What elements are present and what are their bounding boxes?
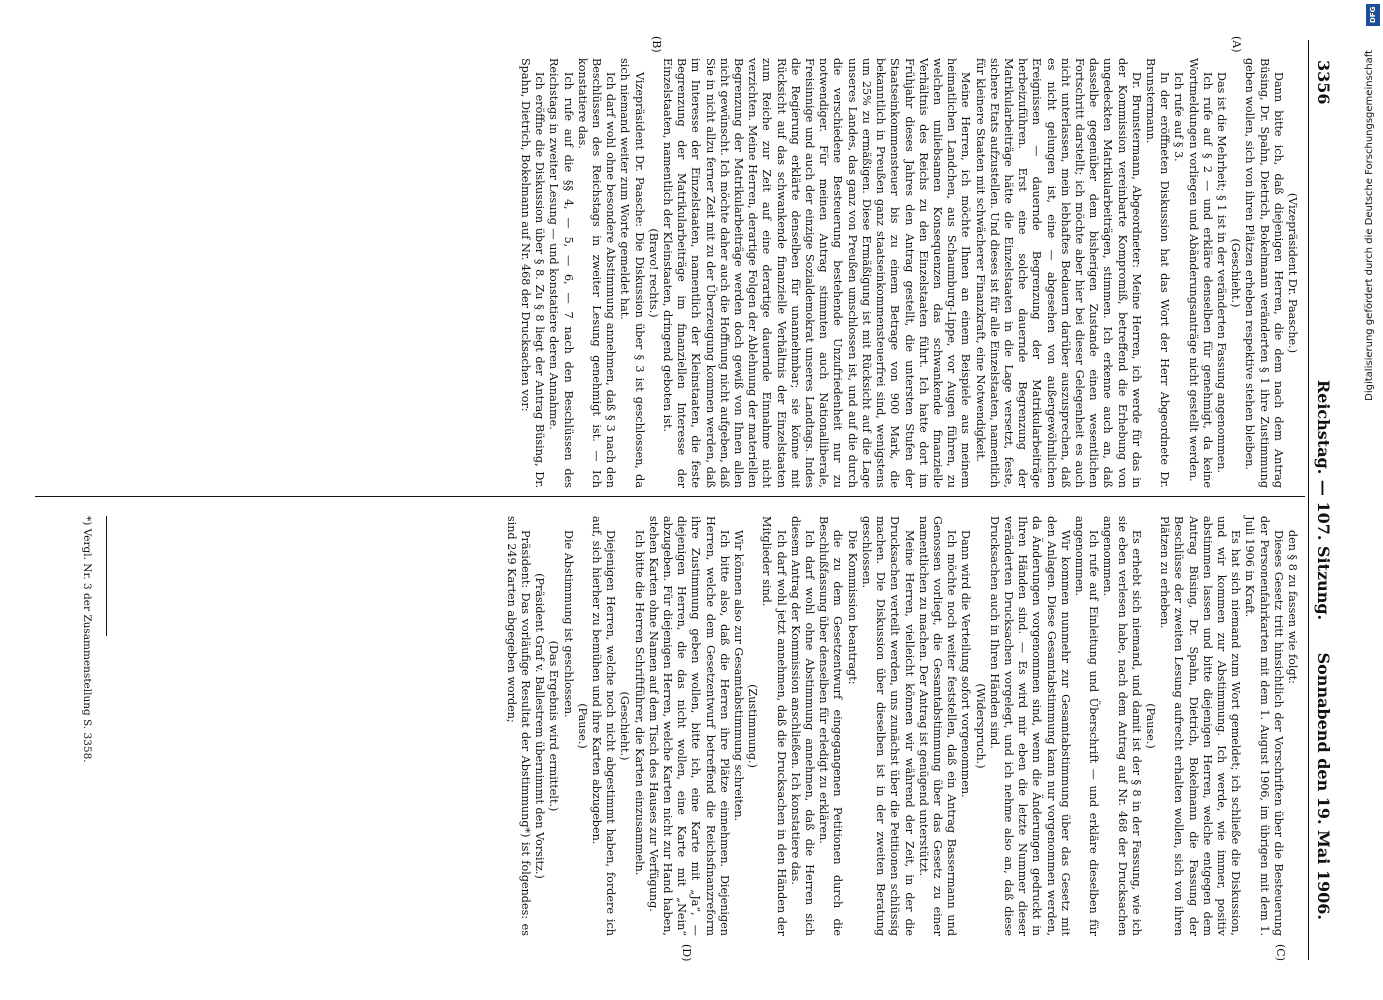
banner-text: Digitalisierung gefördert durch die Deutsche Forschungsgemeinschaft	[1364, 50, 1375, 401]
paragraph: Es erhebt sich niemand, und damit ist der § 8 in der Fassung, wie ich sie eben verlesen habe, nach dem Antrag auf Nr. 468 der Drucksachen angenommen.	[1101, 516, 1143, 936]
paragraph: Die Abstimmung ist geschlossen.	[561, 530, 575, 718]
footnote: *) Vergl. Nr. 3 der Zusammenstellung S. 3358.	[81, 516, 93, 763]
margin-mark-b: (B)	[650, 36, 663, 53]
paragraph: (Geschieht.)	[1229, 238, 1243, 308]
paragraph: (Bravo! rechts.)	[646, 228, 660, 318]
paragraph: Es hat sich niemand zum Wort gemeldet; ich schließe die Diskussion, und wir kommen zur Abstimmung. Ich werde, wie immer, positiv abstimmen lassen und bitte diejenigen Herren, welche entgegen dem Antrag Büsing, Dr. Spahn, Dietrich, Bokelmann die Fassung der Beschlüsse der zweiten Lesung aufrecht erhalten wollen, sich von ihren Plätzen zu erheben.	[1158, 516, 1243, 936]
paragraph: Ich darf wohl ohne besondere Abstimmung annehmen, daß § 3 nach den Beschlüssen des Reichstags in zweiter Lesung genehmigt ist. — Ich konstatiere das.	[575, 58, 618, 488]
paragraph: Dieses Gesetz tritt hinsichtlich der Vorschriften über die Besteuerung der Personenfahrkarten mit dem 1. August 1906, im übrigen mit dem 1. Juli 1906 in Kraft.	[1243, 516, 1285, 936]
header-rule	[1308, 40, 1309, 960]
paragraph: Wir können also zur Gesamtabstimmung schreiten.	[732, 530, 746, 822]
paragraph: Ich bitte also, daß die Herren ihre Plätze einnehmen. Diejenigen Herren, welche dem Gesetzentwurf betreffend die Reichsfinanzreform ihre Zustimmung geben wollen, bitte ich, eine Karte mit „Ja“, — diejenigen Herren, die das nicht wollen, eine Karte mit „Nein“ abzugeben. Für diejenigen Herren, welche Karten nicht zur Hand haben, stehen Karten ohne Namen auf dem Tisch des Hauses zur Verfügung.	[646, 516, 731, 936]
paragraph: Meine Herren, ich möchte Ihnen an einem Beispiele aus meinem heimatlichen Landchen, aus Schaumburg-Lippe, vor Augen führen, zu welchen unliebsamen Konsequenzen das schwankende finanzielle Verhältnis des Reichs zu den Einzelstaaten führt. Ich hatte dort im Frühjahr dieses Jahres den Antrag gestellt, die untersten Stufen der Staatseinkommensteuer bis zu einem Betrage von 900 Mark, die bekanntlich in Preußen ganz staatseinkommensteuerfrei sind, wenigstens um 25% zu ermäßigen. Diese Ermäßigung ist mit Rücksicht auf die Lage unseres Landes, das ganz von Preußen umschlossen ist, und auf die durch die verschiedene Besteuerung bestehende Unzufriedenheit nur zu notwendiger. Für meinen Antrag stimmten auch Nationalliberale, Freisinnige und auch der einzige Sozialdemokrat unseres Landtags. Indes die Regierung erklärte denselben für unannehmbar; sie könne mit Rücksicht auf das schwankende finanzielle Verhältnis der Einzelstaaten zum Reiche zur Zeit auf eine derartige dauernde Einnahme nicht verzichten. Meine Herren, derartige Folgen der Ablehnung der materiellen Begrenzung der Matrikularbeiträge werden doch gewiß von Ihnen allen nicht gewünscht. Ich möchte daher auch die Hoffnung nicht aufgeben, daß Sie in nicht allzu ferner Zeit mit zu der Überzeugung kommen werden, daß im Interesse der Einzelstaaten, namentlich der Kleinstaaten, die feste Begrenzung der Matrikularbeiträge im finanziellen Interesse der Einzelstaaten, namentlich der Kleinstaaten, dringend geboten ist.	[661, 58, 973, 488]
paragraph: Ich darf wohl ohne Abstimmung annehmen, daß die Herren sich diesem Antrag der Kommission anschließen. Ich konstatiere das.	[788, 516, 817, 936]
paragraph: Dr. Brunstermann, Abgeordneter: Meine Herren, ich werde für das in der Kommission vereinbarte Kompromiß, betreffend die Erhebung von ungedeckten Matrikularbeiträgen, stimmen. Ich erkenne auch an, daß dasselbe gegenüber dem bisherigen Zustande einen wesentlichen Fortschritt darstellt; ich möchte aber hier bei dieser Gelegenheit es auch nicht unterlassen, mein lebhaftes Bedauern darüber auszusprechen, daß es nicht gelungen ist, eine — abgesehen von außergewöhnlichen Ereignissen — dauernde Begrenzung der Matrikularbeiträge herbeizuführen. Erst eine solche dauernde Begrenzung der Matrikularbeiträge hätte die Einzelstaaten in die Lage versetzt, feste, sichere Etats aufzustellen. Und dieses ist für alle Einzelstaaten, namentlich für kleinere Staaten mit schwächerer Finanzkraft, eine Notwendigkeit.	[973, 58, 1143, 488]
paragraph: Dann wird die Verteilung sofort vorgenommen.	[959, 530, 973, 798]
paragraph: Präsident: Das vorläufige Resultat der Abstimmung*) ist folgendes: es sind 249 Karten abgegeben worden;	[504, 516, 533, 936]
right-column	[504, 516, 1299, 936]
paragraph: Die Kommission beantragt:	[845, 530, 859, 685]
paragraph: (Pause.)	[1143, 703, 1157, 749]
paragraph: (Das Ergebnis wird ermittelt.)	[547, 640, 561, 812]
session-date: Sonnabend den 19. Mai 1906.	[1314, 652, 1333, 920]
paragraph: Diejenigen Herren, welche noch nicht abgestimmt haben, fordere ich auf, sich hierher zu bemühen und ihre Karten abzugeben.	[590, 516, 618, 936]
page-header	[1307, 40, 1333, 960]
paragraph: Das ist die Mehrheit; § 1 ist in der veränderten Fassung angenommen.	[1214, 72, 1228, 473]
paragraph: (Widerspruch.)	[973, 683, 987, 769]
paragraph: (Zustimmung.)	[746, 684, 760, 768]
paragraph: Ich möchte noch weiter feststellen, daß ein Antrag Bassermann und Genossen vorliegt, die Gesamtabstimmung über das Gesetz zu einer namentlichen zu machen. Der Antrag ist genügend unterstützt.	[916, 516, 959, 936]
paragraph: Ich darf wohl jetzt annehmen, daß die Drucksachen in den Händen der Mitglieder sind.	[760, 516, 788, 936]
footnote-rule	[106, 516, 107, 636]
paragraph: Ich bitte die Herren Schriftführer, die Karten einzusammeln.	[632, 530, 646, 876]
paragraph: (Vizepräsident Dr. Paasche.)	[1286, 192, 1299, 354]
paragraph: Dann bitte ich, daß diejenigen Herren, die dem nach dem Antrag Büsing, Dr. Spahn, Dietrich, Bokelmann veränderten § 1 ihre Zustimmung geben wollen, sich von ihren Plätzen erheben respektive stehen bleiben.	[1243, 58, 1285, 488]
paragraph: Ich rufe auf § 2 — und erkläre denselben für genehmigt, da keine Wortmeldungen vorliegen und Abänderungsanträge nicht gestellt werden.	[1186, 58, 1214, 488]
paragraph: (Pause.)	[575, 703, 589, 749]
margin-mark-c: (C)	[1274, 944, 1287, 961]
paragraph: Vizepräsident Dr. Paasche: Die Diskussion über § 3 ist geschlossen, da sich niemand weiter zum Worte gemeldet hat.	[618, 58, 646, 488]
left-column	[518, 58, 1299, 488]
paragraph: (Präsident Graf v. Ballestrem übernimmt den Vorsitz.)	[533, 573, 547, 879]
paragraph: Ich eröffne die Diskussion über § 8. Zu § 8 liegt der Antrag Büsing, Dr. Spahn, Dietrich, Bokelmann auf Nr. 468 der Drucksachen vor:	[519, 58, 547, 488]
page-title: Reichstag. — 107. Sitzung.	[1314, 379, 1333, 621]
paragraph: die zu dem Gesetzentwurf eingegangenen Petitionen durch die Beschlußfassung über denselben für erledigt zu erklären.	[817, 516, 845, 936]
digitization-banner	[1360, 20, 1380, 980]
paragraph: (Geschieht.)	[618, 691, 632, 761]
paragraph: Ich rufe auf Einleitung und Überschrift — und erkläre dieselben für angenommen.	[1072, 516, 1101, 936]
margin-mark-d: (D)	[680, 944, 693, 962]
paragraph: den § 8 zu fassen wie folgt:	[1286, 530, 1299, 684]
paragraph: In der eröffneten Diskussion hat das Wort der Herr Abgeordnete Dr. Brunstermann.	[1143, 58, 1172, 488]
margin-mark-a: (A)	[1230, 36, 1243, 53]
dfg-logo: DFG	[1366, 4, 1380, 26]
column-divider	[35, 496, 1305, 497]
paragraph: Ich rufe auf die §§ 4, — 5, — 6, — 7 nach den Beschlüssen des Reichstags in zweiter Lesung — und konstatiere deren Annahme.	[547, 58, 575, 488]
paragraph: Ich rufe auf § 3.	[1172, 72, 1186, 162]
page-number: 3356	[1314, 60, 1333, 105]
paragraph: Wir kommen nunmehr zur Gesamtabstimmung über das Gesetz mit den Anlagen. Diese Gesamtabstimmung kann nur vorgenommen werden, da Änderungen vorgenommen sind, wenn die Änderungen gedruckt in Ihren Händen sind. — Es wird mir eben die letzte Nummer dieser veränderten Drucksachen vorgelegt, und ich nehme also an, daß diese Drucksachen auch in Ihren Händen sind.	[987, 516, 1072, 936]
paragraph: Meine Herren, vielleicht können wir während der Zeit, in der die Drucksachen verteilt werden, uns zunächst über die Petitionen schlüssig machen. Die Diskussion über dieselben ist in der zweiten Beratung geschlossen.	[859, 516, 916, 936]
